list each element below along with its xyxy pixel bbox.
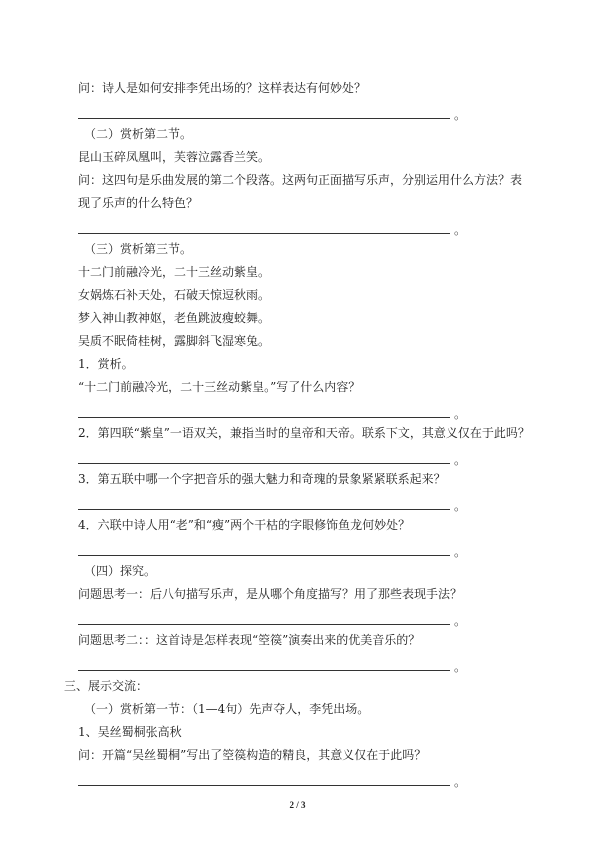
- poem-line: 昆山玉碎凤凰叫，芙蓉泣露香兰笑。: [78, 150, 271, 164]
- page-number: 2 / 3: [289, 800, 306, 810]
- question-text: 2．第四联“紫皇”一语双关，兼指当时的皇帝和天帝。联系下文，其意义仅在于此吗？: [78, 426, 530, 440]
- answer-line[interactable]: 。: [78, 215, 528, 238]
- question-text: 4．六联中诗人用“老”和“瘦”两个干枯的字眼修饰鱼龙何妙处？: [78, 518, 411, 532]
- question-text: 问题思考二：：这首诗是怎样表现“箜篌”演奏出来的优美音乐的？: [78, 633, 421, 647]
- question-text: 问：开篇“吴丝蜀桐”写出了箜篌构造的精良，其意义仅在于此吗？: [78, 748, 427, 762]
- question-text: 问题思考一：后八句描写乐声，是从哪个角度描写？用了那些表现手法？: [78, 587, 463, 601]
- section-heading: （一）赏析第一节：（1—4句）先声夺人，李凭出场。: [84, 702, 370, 716]
- answer-line[interactable]: 。: [78, 445, 528, 468]
- question-text: 3．第五联中哪一个字把音乐的强大魅力和奇瑰的景象紧紧联系起来？: [78, 472, 446, 486]
- page-content: [64, 77, 530, 790]
- answer-line[interactable]: 。: [78, 606, 528, 629]
- section-heading: 三、展示交流：: [64, 679, 149, 693]
- question-text: “十二门前融冷光，二十三丝动紫皇。”写了什么内容？: [78, 380, 361, 394]
- answer-line[interactable]: 。: [78, 767, 528, 790]
- answer-line[interactable]: 。: [78, 652, 528, 675]
- poem-line: 十二门前融冷光，二十三丝动紫皇。: [78, 265, 271, 279]
- question-number: 1．赏析。: [78, 357, 134, 371]
- section-heading: （四）探究。: [84, 564, 157, 578]
- question-text: 问：诗人是如何安排李凭出场的？这样表达有何妙处？: [78, 81, 367, 95]
- poem-line: 梦入神山教神妪，老鱼跳波瘦蛟舞。: [78, 311, 271, 325]
- section-heading: （二）赏析第二节。: [84, 127, 193, 141]
- answer-line[interactable]: 。: [78, 100, 528, 123]
- question-text: 问：这四句是乐曲发展的第二个段落。这两句正面描写乐声，分别运用什么方法？表现了乐声的什么特色？: [78, 173, 523, 210]
- answer-line[interactable]: 。: [78, 399, 528, 422]
- answer-line[interactable]: 。: [78, 491, 528, 514]
- poem-line: 女娲炼石补天处，石破天惊逗秋雨。: [78, 288, 271, 302]
- poem-line: 1、吴丝蜀桐张高秋: [78, 725, 182, 739]
- section-heading: （三）赏析第三节。: [84, 242, 193, 256]
- poem-line: 吴质不眠倚桂树，露脚斜飞湿寒兔。: [78, 334, 271, 348]
- answer-line[interactable]: 。: [78, 537, 528, 560]
